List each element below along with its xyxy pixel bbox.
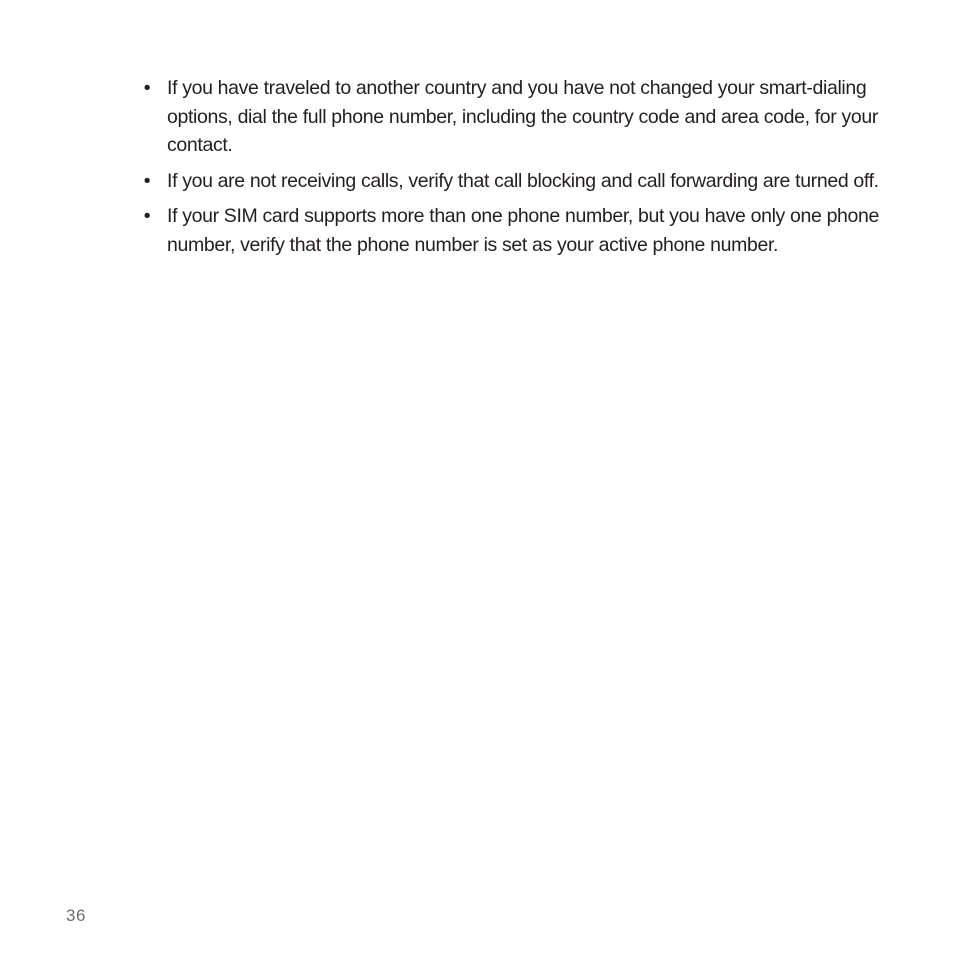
bullet-marker: • (143, 205, 151, 227)
list-item-text: If you are not receiving calls, verify that call blocking and call forwarding are turned off. (167, 169, 879, 192)
page-number: 36 (66, 906, 86, 925)
bullet-marker: • (143, 77, 151, 99)
troubleshooting-bullet-list (140, 74, 900, 266)
list-item (140, 74, 900, 160)
list-item-text: If you have traveled to another country and you have not changed your smart-dialing options, dial the full phone number, including the country code and area code, for your contact. (167, 77, 879, 156)
list-item (140, 202, 900, 259)
list-item (140, 167, 900, 196)
bullet-marker: • (143, 169, 151, 192)
list-item-text: If your SIM card supports more than one phone number, but you have only one phone number, verify that the phone number is set as your active phone number. (167, 205, 880, 256)
